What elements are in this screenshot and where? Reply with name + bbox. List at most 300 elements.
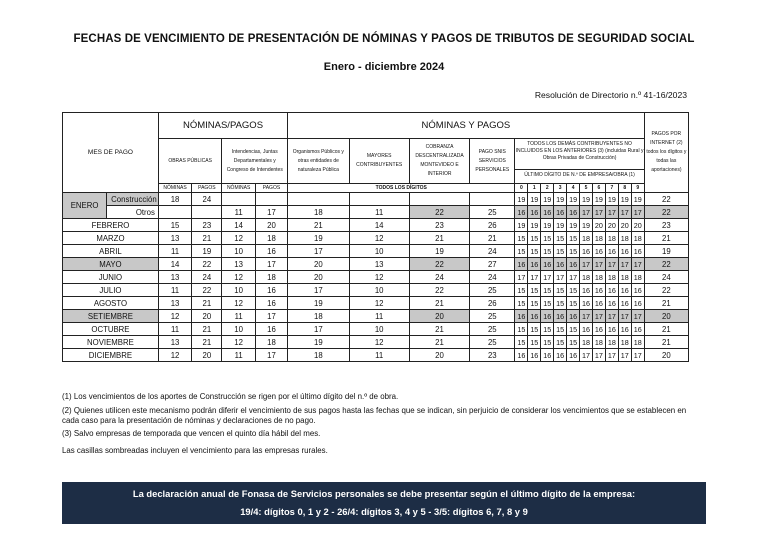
op-nominas: 14 — [158, 258, 191, 271]
digit-cell: 15 — [541, 284, 554, 297]
op-pagos: 20 — [192, 349, 222, 362]
digit-cell: 17 — [605, 349, 618, 362]
cobranza: 22 — [409, 258, 469, 271]
organismos: 19 — [288, 232, 349, 245]
internet: 24 — [644, 271, 688, 284]
organismos: 19 — [288, 336, 349, 349]
table-row — [63, 245, 689, 258]
cobranza: 21 — [409, 323, 469, 336]
digit-cell: 16 — [541, 258, 554, 271]
month-label: ABRIL — [63, 245, 159, 258]
table-row — [63, 258, 689, 271]
op-pagos: 19 — [192, 245, 222, 258]
document-subtitle: Enero - diciembre 2024 — [323, 61, 445, 73]
digit-cell: 17 — [618, 349, 631, 362]
empty-cell — [158, 206, 191, 219]
digit-cell: 16 — [567, 206, 580, 219]
digit-cell: 15 — [554, 323, 567, 336]
int-pagos: 17 — [255, 349, 287, 362]
enero-otros-label: Otros — [107, 206, 159, 219]
op-pagos: 21 — [192, 336, 222, 349]
digit-cell: 15 — [515, 232, 528, 245]
int-pagos: 16 — [255, 284, 287, 297]
digit-cell: 15 — [541, 297, 554, 310]
month-label: MAYO — [63, 258, 159, 271]
digit-cell: 18 — [605, 232, 618, 245]
digit-cell: 15 — [567, 284, 580, 297]
digit-cell: 17 — [605, 258, 618, 271]
op-pagos: 22 — [192, 258, 222, 271]
mayores: 12 — [349, 232, 409, 245]
op-pagos: 21 — [192, 232, 222, 245]
enero-otros-int-pagos: 17 — [255, 206, 287, 219]
month-label: MARZO — [63, 232, 159, 245]
empty-cell — [222, 193, 255, 206]
table-row — [63, 297, 689, 310]
organismos: 18 — [288, 349, 349, 362]
footnotes — [62, 392, 702, 460]
empty-cell — [255, 193, 287, 206]
digit-cell: 16 — [554, 258, 567, 271]
header-nominas-pagos: NÓMINAS/PAGOS — [158, 113, 287, 139]
digit-cell: 17 — [580, 258, 593, 271]
digit-cell: 18 — [580, 336, 593, 349]
enero-construccion-internet: 22 — [644, 193, 688, 206]
digit-cell: 16 — [618, 297, 631, 310]
digit-cell: 19 — [541, 219, 554, 232]
digit-cell: 16 — [605, 323, 618, 336]
header-digit-5: 5 — [580, 184, 593, 193]
internet: 21 — [644, 297, 688, 310]
digit-cell: 16 — [605, 245, 618, 258]
month-label: AGOSTO — [63, 297, 159, 310]
digit-cell: 17 — [618, 258, 631, 271]
digit-cell: 17 — [605, 310, 618, 323]
header-int-pagos: PAGOS — [255, 184, 287, 193]
enero-otros-internet: 22 — [644, 206, 688, 219]
organismos: 17 — [288, 323, 349, 336]
digit-cell: 16 — [580, 323, 593, 336]
header-digit-1: 1 — [528, 184, 541, 193]
digit-cell: 18 — [592, 271, 605, 284]
enero-otros-int-nominas: 11 — [222, 206, 255, 219]
month-label: OCTUBRE — [63, 323, 159, 336]
organismos: 18 — [288, 310, 349, 323]
digit-cell: 15 — [567, 336, 580, 349]
digit-cell: 17 — [631, 206, 644, 219]
mayores: 12 — [349, 297, 409, 310]
int-nominas: 10 — [222, 323, 255, 336]
digit-cell: 15 — [567, 245, 580, 258]
mayores: 11 — [349, 310, 409, 323]
digit-cell: 19 — [554, 193, 567, 206]
snis: 24 — [470, 245, 515, 258]
digit-cell: 16 — [631, 284, 644, 297]
digit-cell: 15 — [515, 323, 528, 336]
digit-cell: 17 — [580, 206, 593, 219]
table-row — [63, 271, 689, 284]
int-nominas: 14 — [222, 219, 255, 232]
int-pagos: 17 — [255, 258, 287, 271]
header-digit-3: 3 — [554, 184, 567, 193]
digit-cell: 16 — [618, 323, 631, 336]
digit-cell: 15 — [515, 297, 528, 310]
digit-cell: 18 — [592, 336, 605, 349]
int-nominas: 10 — [222, 245, 255, 258]
snis: 25 — [470, 323, 515, 336]
op-pagos: 22 — [192, 284, 222, 297]
table-row — [63, 310, 689, 323]
footnote-3: (3) Salvo empresas de temporada que vencen el quinto día hábil del mes. — [62, 429, 321, 438]
cobranza: 24 — [409, 271, 469, 284]
organismos: 17 — [288, 284, 349, 297]
digit-cell: 17 — [528, 271, 541, 284]
op-nominas: 13 — [158, 271, 191, 284]
digit-cell: 17 — [592, 349, 605, 362]
header-mayores-contribuyentes: MAYORES CONTRIBUYENTES — [349, 139, 409, 184]
enero-construccion-op-nominas: 18 — [158, 193, 191, 206]
digit-cell: 19 — [618, 193, 631, 206]
snis: 25 — [470, 310, 515, 323]
header-organismos-publicos: Organismos Públicos y otras entidades de naturaleza Pública — [288, 139, 349, 184]
int-nominas: 10 — [222, 284, 255, 297]
digit-cell: 17 — [554, 271, 567, 284]
digit-cell: 16 — [515, 258, 528, 271]
digit-cell: 19 — [515, 219, 528, 232]
digit-cell: 17 — [580, 310, 593, 323]
digit-cell: 16 — [528, 349, 541, 362]
footnote-1: (1) Los vencimientos de los aportes de Construcción se rigen por el último dígito del n.º de obra. — [62, 392, 399, 401]
digit-cell: 19 — [567, 193, 580, 206]
snis: 21 — [470, 232, 515, 245]
digit-cell: 17 — [541, 271, 554, 284]
digit-cell: 16 — [631, 245, 644, 258]
digit-cell: 15 — [567, 323, 580, 336]
digit-cell: 15 — [528, 336, 541, 349]
internet: 21 — [644, 232, 688, 245]
mayores: 10 — [349, 245, 409, 258]
month-enero: ENERO — [63, 193, 107, 219]
op-nominas: 12 — [158, 310, 191, 323]
document-title: FECHAS DE VENCIMIENTO DE PRESENTACIÓN DE NÓMINAS Y PAGOS DE TRIBUTOS DE SEGURIDAD SOCIAL — [73, 33, 695, 45]
header-todos-demas-contribuyentes — [515, 139, 644, 184]
op-nominas: 12 — [158, 349, 191, 362]
internet: 21 — [644, 323, 688, 336]
snis: 26 — [470, 219, 515, 232]
cobranza: 19 — [409, 245, 469, 258]
table-row — [63, 232, 689, 245]
internet: 23 — [644, 219, 688, 232]
digit-cell: 15 — [554, 232, 567, 245]
digit-cell: 18 — [580, 232, 593, 245]
enero-otros-mayores: 11 — [349, 206, 409, 219]
digit-cell: 18 — [631, 336, 644, 349]
digit-cell: 15 — [528, 297, 541, 310]
due-dates-table — [62, 112, 689, 362]
enero-otros-cobranza: 22 — [409, 206, 469, 219]
organismos: 19 — [288, 297, 349, 310]
header-nominas-y-pagos: NÓMINAS Y PAGOS — [288, 113, 645, 139]
op-nominas: 13 — [158, 336, 191, 349]
header-intendencias: Intendencias, Juntas Departamentales y Congreso de Intendentes — [222, 139, 288, 184]
internet: 21 — [644, 336, 688, 349]
digit-cell: 19 — [592, 193, 605, 206]
mayores: 11 — [349, 349, 409, 362]
snis: 26 — [470, 297, 515, 310]
header-cobranza-descentralizada: COBRANZA DESCENTRALIZADA MONTEVIDEO E INTERIOR — [409, 139, 469, 184]
snis: 25 — [470, 336, 515, 349]
digit-cell: 17 — [618, 310, 631, 323]
header-digit-8: 8 — [618, 184, 631, 193]
internet: 22 — [644, 284, 688, 297]
digit-cell: 16 — [592, 245, 605, 258]
empty-cell — [288, 193, 349, 206]
month-label: JULIO — [63, 284, 159, 297]
digit-cell: 15 — [541, 336, 554, 349]
shaded-cells-note: Las casillas sombreadas incluyen el vencimiento para las empresas rurales. — [62, 446, 328, 455]
footnote-2: (2) Quienes utilicen este mecanismo podrán diferir el vencimiento de sus pagos hasta las fechas que se indican, sin perjuicio de considerar los vencimientos que se establecen en cada caso para la presentación de nóminas y declaraciones de no pago. — [62, 405, 687, 425]
table-row — [63, 336, 689, 349]
digit-cell: 15 — [515, 284, 528, 297]
enero-construccion-op-pagos: 24 — [192, 193, 222, 206]
int-nominas: 11 — [222, 349, 255, 362]
digit-cell: 16 — [554, 206, 567, 219]
digit-cell: 18 — [618, 232, 631, 245]
digit-cell: 16 — [541, 310, 554, 323]
digit-cell: 17 — [580, 349, 593, 362]
int-pagos: 16 — [255, 297, 287, 310]
digit-cell: 16 — [554, 349, 567, 362]
int-pagos: 18 — [255, 271, 287, 284]
empty-cell — [192, 206, 222, 219]
int-nominas: 12 — [222, 336, 255, 349]
organismos: 20 — [288, 258, 349, 271]
int-nominas: 12 — [222, 297, 255, 310]
digit-cell: 19 — [631, 193, 644, 206]
digit-cell: 16 — [567, 258, 580, 271]
table-row — [63, 349, 689, 362]
digit-cell: 17 — [605, 206, 618, 219]
digit-cell: 18 — [580, 271, 593, 284]
op-nominas: 15 — [158, 219, 191, 232]
enero-otros-snis: 25 — [470, 206, 515, 219]
digit-cell: 17 — [592, 310, 605, 323]
op-pagos: 21 — [192, 297, 222, 310]
cobranza: 20 — [409, 310, 469, 323]
empty-cell — [470, 193, 515, 206]
digit-cell: 19 — [515, 193, 528, 206]
int-pagos: 18 — [255, 336, 287, 349]
ultimo-digito-text: ÚLTIMO DÍGITO DE N.º DE EMPRESA/OBRA (1) — [515, 169, 643, 179]
mayores: 13 — [349, 258, 409, 271]
digit-cell: 15 — [541, 232, 554, 245]
digit-cell: 17 — [618, 206, 631, 219]
empty-cell — [349, 193, 409, 206]
digit-cell: 15 — [515, 245, 528, 258]
digit-cell: 17 — [631, 258, 644, 271]
int-nominas: 12 — [222, 271, 255, 284]
op-pagos: 23 — [192, 219, 222, 232]
digit-cell: 17 — [567, 271, 580, 284]
digit-cell: 19 — [528, 219, 541, 232]
int-pagos: 16 — [255, 323, 287, 336]
cobranza: 20 — [409, 349, 469, 362]
header-int-nominas: NÓMINAS — [222, 184, 255, 193]
digit-cell: 16 — [528, 206, 541, 219]
month-label: SETIEMBRE — [63, 310, 159, 323]
digit-cell: 19 — [541, 193, 554, 206]
digit-cell: 16 — [567, 349, 580, 362]
op-nominas: 11 — [158, 245, 191, 258]
int-nominas: 13 — [222, 258, 255, 271]
digit-cell: 19 — [528, 193, 541, 206]
table-row — [63, 323, 689, 336]
op-pagos: 21 — [192, 323, 222, 336]
month-label: FEBRERO — [63, 219, 159, 232]
empty-cell — [409, 193, 469, 206]
int-pagos: 16 — [255, 245, 287, 258]
snis: 23 — [470, 349, 515, 362]
digit-cell: 18 — [592, 232, 605, 245]
digit-cell: 16 — [541, 349, 554, 362]
op-nominas: 13 — [158, 297, 191, 310]
cobranza: 21 — [409, 232, 469, 245]
digit-cell: 16 — [618, 284, 631, 297]
digit-cell: 18 — [605, 271, 618, 284]
digit-cell: 15 — [567, 232, 580, 245]
digit-cell: 16 — [631, 297, 644, 310]
month-label: JUNIO — [63, 271, 159, 284]
digit-cell: 15 — [567, 297, 580, 310]
digit-cell: 16 — [618, 245, 631, 258]
header-digit-7: 7 — [605, 184, 618, 193]
internet: 22 — [644, 258, 688, 271]
cobranza: 21 — [409, 336, 469, 349]
digit-cell: 16 — [580, 297, 593, 310]
int-pagos: 20 — [255, 219, 287, 232]
digit-cell: 15 — [528, 232, 541, 245]
digit-cell: 20 — [618, 219, 631, 232]
snis: 25 — [470, 284, 515, 297]
digit-cell: 18 — [605, 336, 618, 349]
cobranza: 22 — [409, 284, 469, 297]
mayores: 12 — [349, 271, 409, 284]
header-digit-6: 6 — [592, 184, 605, 193]
digit-cell: 18 — [618, 336, 631, 349]
header-op-pagos: PAGOS — [192, 184, 222, 193]
header-digit-4: 4 — [567, 184, 580, 193]
resolution-reference: Resolución de Directorio n.º 41-16/2023 — [534, 90, 687, 100]
digit-cell: 19 — [567, 219, 580, 232]
digit-cell: 16 — [605, 297, 618, 310]
header-digit-9: 9 — [631, 184, 644, 193]
digit-cell: 16 — [515, 349, 528, 362]
op-pagos: 24 — [192, 271, 222, 284]
cobranza: 21 — [409, 297, 469, 310]
table-row — [63, 284, 689, 297]
digit-cell: 16 — [528, 258, 541, 271]
int-pagos: 18 — [255, 232, 287, 245]
mayores: 10 — [349, 323, 409, 336]
digit-cell: 15 — [554, 284, 567, 297]
mayores: 14 — [349, 219, 409, 232]
digit-cell: 20 — [631, 219, 644, 232]
digit-cell: 15 — [528, 323, 541, 336]
header-mes-de-pago: MES DE PAGO — [63, 113, 159, 193]
digit-cell: 18 — [631, 271, 644, 284]
digit-cell: 20 — [592, 219, 605, 232]
op-nominas: 11 — [158, 284, 191, 297]
digit-cell: 16 — [515, 206, 528, 219]
digit-cell: 17 — [592, 258, 605, 271]
digit-cell: 16 — [592, 284, 605, 297]
digit-cell: 18 — [618, 271, 631, 284]
todos-demas-text: TODOS LOS DEMÁS CONTRIBUYENTES NO INCLUIDOS EN LOS ANTERIORES (3) (incluidas Rural y Obras Privadas de Construcción) — [515, 141, 644, 161]
fonasa-banner — [62, 482, 706, 524]
header-digit-0: 0 — [515, 184, 528, 193]
digit-cell: 16 — [515, 310, 528, 323]
digit-cell: 17 — [631, 349, 644, 362]
digit-cell: 17 — [592, 206, 605, 219]
digit-cell: 15 — [541, 245, 554, 258]
organismos: 21 — [288, 219, 349, 232]
digit-cell: 20 — [605, 219, 618, 232]
table-row — [63, 219, 689, 232]
month-label: DICIEMBRE — [63, 349, 159, 362]
op-nominas: 11 — [158, 323, 191, 336]
internet: 19 — [644, 245, 688, 258]
digit-cell: 16 — [567, 310, 580, 323]
header-digit-2: 2 — [541, 184, 554, 193]
month-label: NOVIEMBRE — [63, 336, 159, 349]
int-nominas: 11 — [222, 310, 255, 323]
int-pagos: 17 — [255, 310, 287, 323]
digit-cell: 16 — [631, 323, 644, 336]
digit-cell: 16 — [554, 310, 567, 323]
organismos: 20 — [288, 271, 349, 284]
digit-cell: 15 — [528, 245, 541, 258]
snis: 27 — [470, 258, 515, 271]
header-op-nominas: NÓMINAS — [158, 184, 191, 193]
digit-cell: 16 — [580, 284, 593, 297]
header-pago-snis: PAGO SNIS SERVICIOS PERSONALES — [470, 139, 515, 184]
header-obras-publicas: OBRAS PÚBLICAS — [158, 139, 222, 184]
header-todos-digitos: TODOS LOS DÍGITOS — [288, 184, 515, 193]
banner-line-1: La declaración anual de Fonasa de Servicios personales se debe presentar según el último dígito de la empresa: — [132, 488, 636, 499]
digit-cell: 16 — [592, 297, 605, 310]
internet: 20 — [644, 310, 688, 323]
digit-cell: 19 — [580, 219, 593, 232]
mayores: 12 — [349, 336, 409, 349]
digit-cell: 17 — [631, 310, 644, 323]
digit-cell: 16 — [592, 323, 605, 336]
cobranza: 23 — [409, 219, 469, 232]
int-nominas: 12 — [222, 232, 255, 245]
header-pagos-internet: PAGOS POR INTERNET (2) todos los dígitos y todas las aportaciones) — [644, 113, 688, 193]
digit-cell: 19 — [580, 193, 593, 206]
banner-line-2: 19/4: dígitos 0, 1 y 2 - 26/4: dígitos 3, 4 y 5 - 3/5: dígitos 6, 7, 8 y 9 — [240, 506, 528, 517]
digit-cell: 16 — [580, 245, 593, 258]
op-pagos: 20 — [192, 310, 222, 323]
digit-cell: 16 — [528, 310, 541, 323]
digit-cell: 15 — [554, 245, 567, 258]
digit-cell: 19 — [605, 193, 618, 206]
digit-cell: 15 — [554, 336, 567, 349]
digit-cell: 15 — [515, 336, 528, 349]
digit-cell: 16 — [541, 206, 554, 219]
digit-cell: 19 — [554, 219, 567, 232]
digit-cell: 17 — [515, 271, 528, 284]
